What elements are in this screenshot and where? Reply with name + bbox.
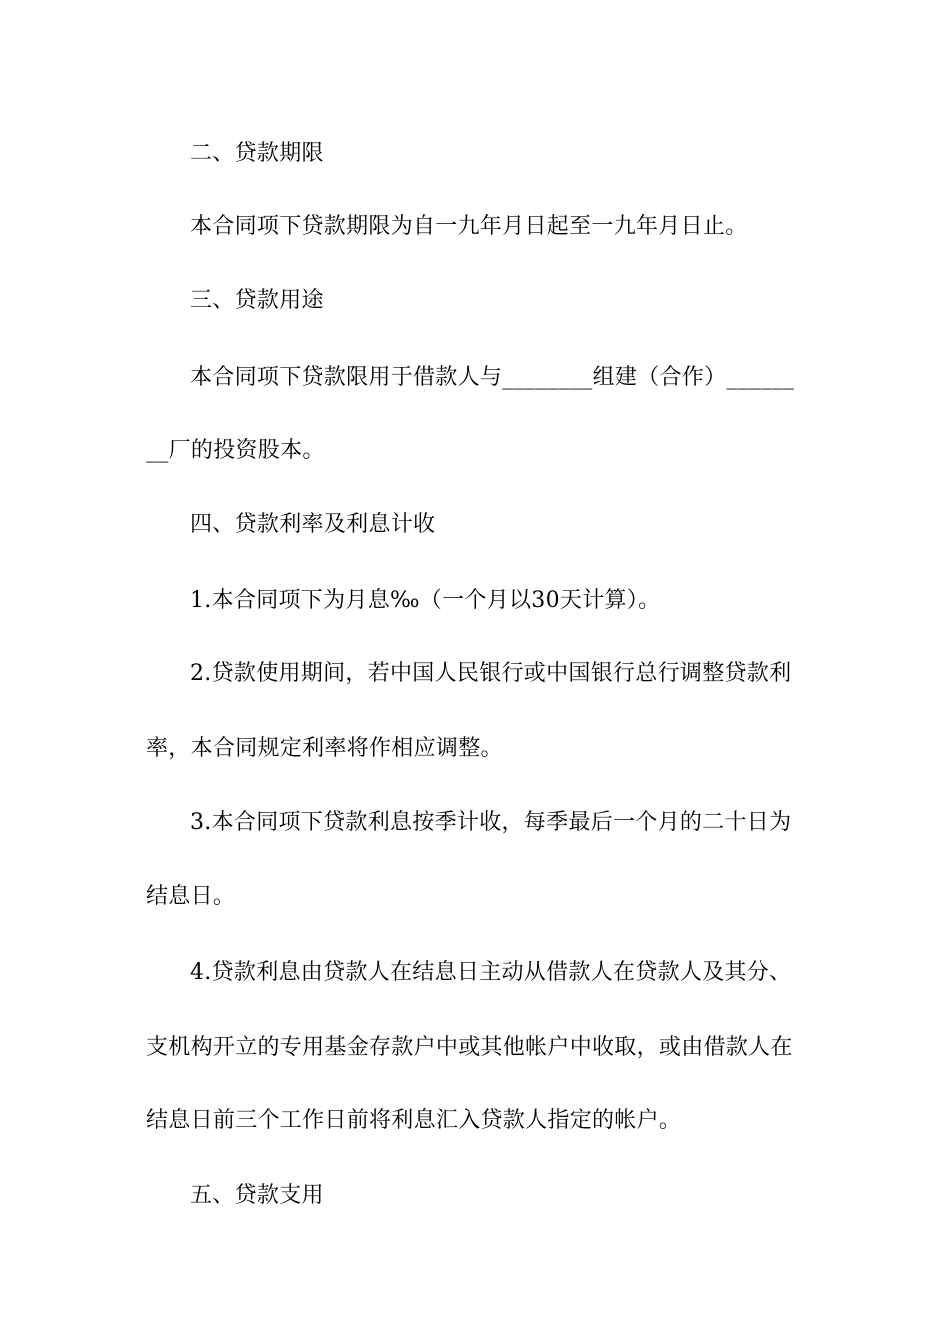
paragraph-loan-purpose-line-1: 本合同项下贷款限用于借款人与________组建（合作）______ <box>190 365 795 390</box>
section-heading-interest: 四、贷款利率及利息计收 <box>190 512 436 537</box>
clause-2-line-1: 2.贷款使用期间，若中国人民银行或中国银行总行调整贷款利 <box>190 661 792 686</box>
clause-4-line-2: 支机构开立的专用基金存款户中或其他帐户中收取，或由借款人在 <box>146 1035 793 1060</box>
clause-3-line-2: 结息日。 <box>146 884 236 909</box>
clause-4-line-1: 4.贷款利息由贷款人在结息日主动从借款人在贷款人及其分、 <box>190 960 792 985</box>
clause-2-line-2: 率，本合同规定利率将作相应调整。 <box>146 736 503 761</box>
paragraph-loan-purpose-line-2: __厂的投资股本。 <box>146 438 325 463</box>
clause-1: 1.本合同项下为月息‰（一个月以30天计算）。 <box>190 588 661 613</box>
section-heading-loan-term: 二、贷款期限 <box>190 141 324 166</box>
section-heading-loan-purpose: 三、贷款用途 <box>190 288 324 313</box>
clause-3-line-1: 3.本合同项下贷款利息按季计收，每季最后一个月的二十日为 <box>190 810 792 835</box>
paragraph-loan-term: 本合同项下贷款期限为自一九年月日起至一九年月日止。 <box>190 214 748 239</box>
clause-4-line-3: 结息日前三个工作日前将利息汇入贷款人指定的帐户。 <box>146 1108 682 1133</box>
section-heading-disbursement: 五、贷款支用 <box>190 1183 324 1208</box>
